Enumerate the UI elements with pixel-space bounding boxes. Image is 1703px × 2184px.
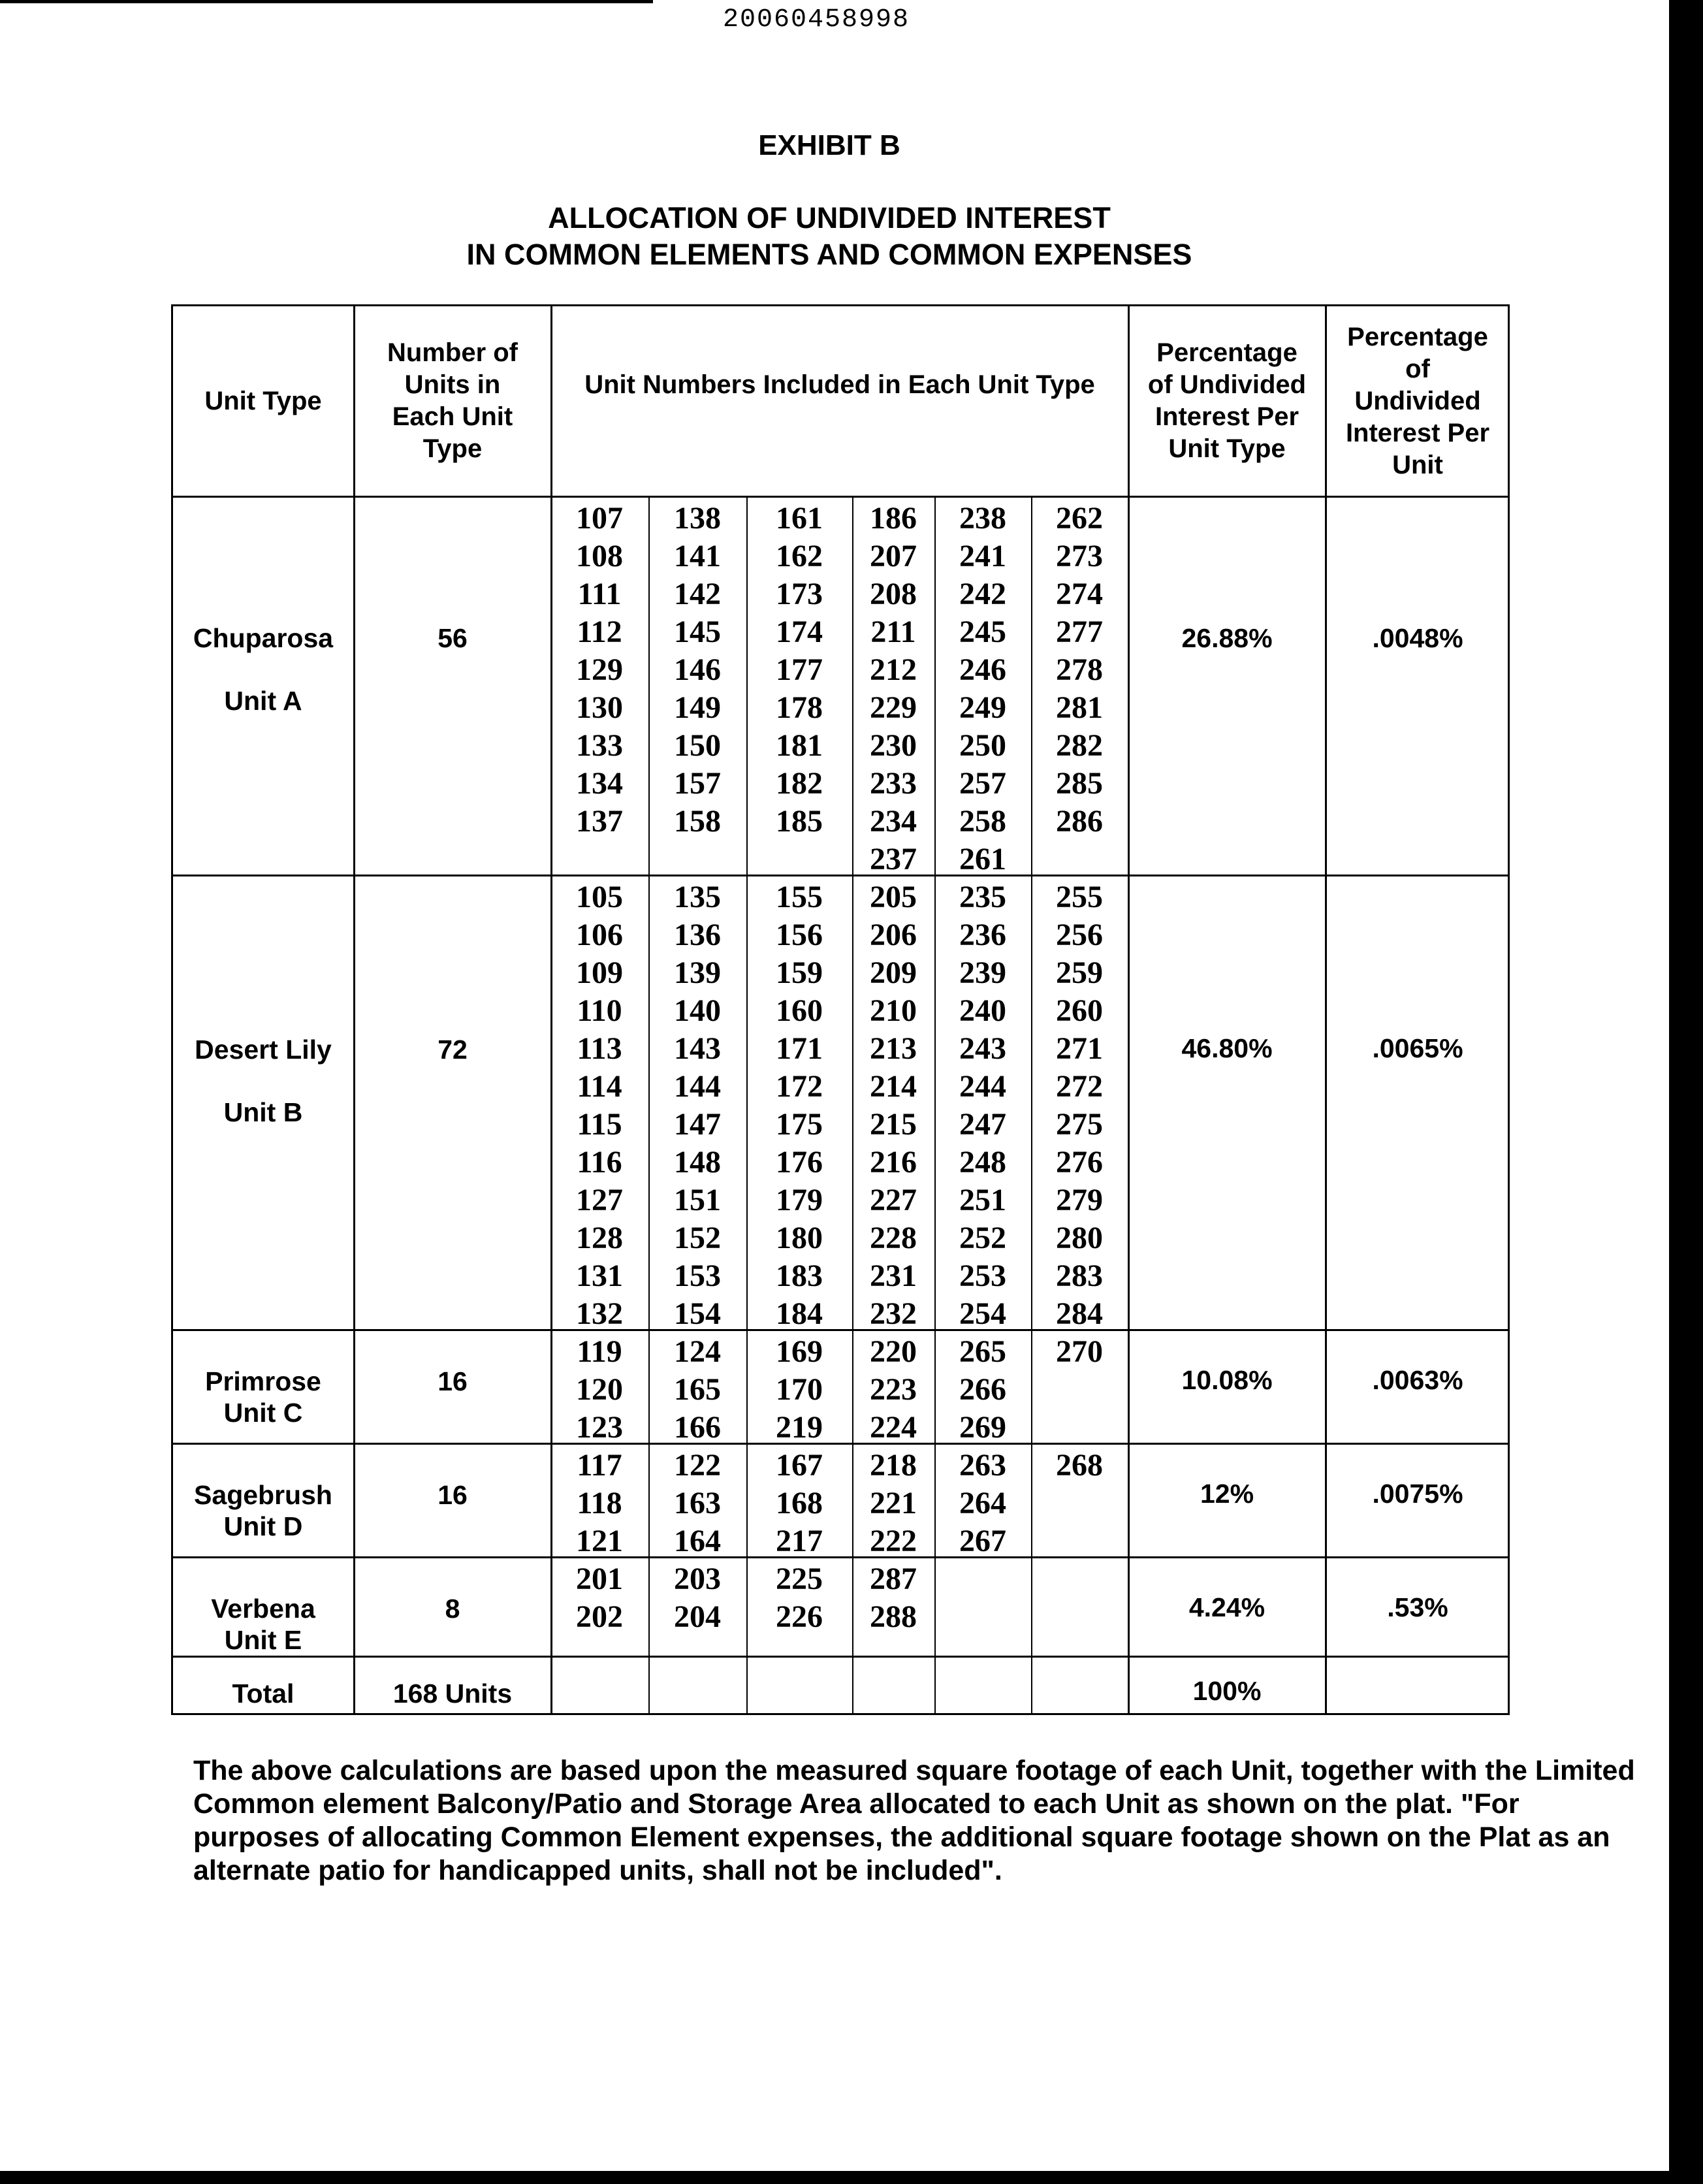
unit-number-cell: 261	[959, 842, 1006, 876]
unit-number-cell: 233	[870, 766, 917, 801]
unit-number-cell: 140	[674, 993, 721, 1028]
unit-number-cell: 258	[959, 804, 1006, 839]
unit-number-cell: 120	[576, 1372, 623, 1407]
unit-number-cell: 228	[870, 1221, 917, 1255]
unit-number-cell: 127	[576, 1183, 623, 1217]
unit-number-cell: 267	[959, 1524, 1006, 1558]
unit-number-cell: 178	[776, 690, 823, 725]
unit-number-cell: 141	[674, 539, 721, 573]
subcol-divider	[746, 496, 748, 1713]
unit-number-cell: 170	[776, 1372, 823, 1407]
unit-number-cell: 142	[674, 577, 721, 611]
unit-number-cell: 148	[674, 1145, 721, 1180]
unit-number-cell: 143	[674, 1031, 721, 1066]
unit-number-cell: 112	[577, 615, 622, 649]
unit-number-cell: 246	[959, 652, 1006, 687]
unit-count: 56	[438, 623, 468, 653]
unit-number-cell: 146	[674, 652, 721, 687]
unit-number-cell: 110	[577, 993, 622, 1028]
unit-number-cell: 217	[776, 1524, 823, 1558]
subcol-divider	[648, 496, 650, 1713]
unit-number-cell: 152	[674, 1221, 721, 1255]
unit-number-cell: 223	[870, 1372, 917, 1407]
unit-type-code: Unit C	[223, 1398, 303, 1428]
pct-unit-type: 4.24%	[1188, 1592, 1265, 1622]
header-unit-type-text: Unit Type	[204, 386, 322, 415]
header-line: Percentage	[1156, 338, 1297, 367]
unit-number-cell: 213	[870, 1031, 917, 1066]
unit-number-cell: 134	[576, 766, 623, 801]
unit-number-cell: 147	[674, 1107, 721, 1142]
bottom-edge-bar	[0, 2171, 1703, 2184]
top-rule	[0, 0, 653, 3]
unit-number-cell: 262	[1056, 501, 1103, 536]
unit-number-cell: 174	[776, 615, 823, 649]
unit-number-cell: 266	[959, 1372, 1006, 1407]
header-line: of	[1405, 354, 1430, 383]
header-line: Unit Type	[1168, 434, 1286, 463]
unit-number-cell: 248	[959, 1145, 1006, 1180]
header-line: Units in	[404, 370, 501, 399]
unit-number-cell: 128	[576, 1221, 623, 1255]
unit-number-cell: 176	[776, 1145, 823, 1180]
unit-number-cell: 129	[576, 652, 623, 687]
pct-per-unit: .53%	[1387, 1592, 1448, 1622]
unit-number-cell: 275	[1056, 1107, 1103, 1142]
unit-number-cell: 269	[959, 1410, 1006, 1445]
unit-number-cell: 108	[576, 539, 623, 573]
unit-number-cell: 270	[1056, 1334, 1103, 1369]
header-line: Number of	[387, 338, 518, 367]
unit-number-cell: 252	[959, 1221, 1006, 1255]
unit-number-cell: 250	[959, 728, 1006, 763]
unit-number-cell: 224	[870, 1410, 917, 1445]
unit-number-cell: 159	[776, 956, 823, 990]
unit-number-cell: 280	[1056, 1221, 1103, 1255]
unit-number-cell: 105	[576, 880, 623, 914]
unit-number-cell: 265	[959, 1334, 1006, 1369]
unit-number-cell: 138	[674, 501, 721, 536]
unit-type-name: Verbena	[211, 1594, 315, 1624]
unit-number-cell: 234	[870, 804, 917, 839]
unit-number-cell: 229	[870, 690, 917, 725]
unit-number-cell: 160	[776, 993, 823, 1028]
unit-number-cell: 164	[674, 1524, 721, 1558]
unit-number-cell: 244	[959, 1069, 1006, 1104]
header-unit-numbers	[552, 306, 1128, 463]
unit-number-cell: 201	[576, 1562, 623, 1596]
document-number: 20060458998	[722, 5, 910, 35]
unit-type-name: Chuparosa	[193, 623, 334, 653]
unit-number-cell: 177	[776, 652, 823, 687]
unit-number-cell: 287	[870, 1562, 917, 1596]
unit-number-cell: 144	[674, 1069, 721, 1104]
unit-number-cell: 135	[674, 880, 721, 914]
pct-per-unit: .0048%	[1372, 623, 1463, 653]
unit-number-cell: 220	[870, 1334, 917, 1369]
unit-number-cell: 288	[870, 1599, 917, 1634]
unit-number-cell: 173	[776, 577, 823, 611]
header-line: of Undivided	[1147, 370, 1307, 399]
unit-number-cell: 150	[674, 728, 721, 763]
unit-number-cell: 235	[959, 880, 1006, 914]
unit-number-cell: 122	[674, 1448, 721, 1483]
unit-number-cell: 221	[870, 1486, 917, 1520]
unit-number-cell: 210	[870, 993, 917, 1028]
unit-number-cell: 232	[870, 1296, 917, 1331]
unit-number-cell: 207	[870, 539, 917, 573]
unit-number-cell: 161	[776, 501, 823, 536]
unit-number-cell: 256	[1056, 918, 1103, 952]
unit-number-cell: 274	[1056, 577, 1103, 611]
pct-unit-type: 12%	[1200, 1479, 1254, 1509]
unit-number-cell: 139	[674, 956, 721, 990]
document-title	[0, 200, 1659, 273]
unit-number-cell: 271	[1056, 1031, 1103, 1066]
unit-number-cell: 151	[674, 1183, 721, 1217]
unit-number-cell: 183	[776, 1259, 823, 1293]
unit-number-cell: 203	[674, 1562, 721, 1596]
unit-number-cell: 219	[776, 1410, 823, 1445]
unit-number-cell: 260	[1056, 993, 1103, 1028]
unit-number-cell: 114	[577, 1069, 622, 1104]
header-unit-numbers-text: Unit Numbers Included in Each Unit Type	[584, 370, 1095, 399]
unit-type-code: Unit E	[224, 1625, 302, 1655]
unit-number-cell: 186	[870, 501, 917, 536]
unit-number-cell: 226	[776, 1599, 823, 1634]
right-edge-bar	[1669, 0, 1703, 2184]
exhibit-heading: EXHIBIT B	[758, 129, 900, 161]
unit-number-cell: 281	[1056, 690, 1103, 725]
unit-number-cell: 240	[959, 993, 1006, 1028]
col-divider	[550, 306, 552, 1713]
unit-type-name: Primrose	[205, 1366, 321, 1396]
header-line: Type	[422, 434, 483, 463]
unit-number-cell: 264	[959, 1486, 1006, 1520]
unit-number-cell: 109	[576, 956, 623, 990]
unit-number-cell: 156	[776, 918, 823, 952]
unit-number-cell: 214	[870, 1069, 917, 1104]
unit-number-cell: 165	[674, 1372, 721, 1407]
unit-number-cell: 185	[776, 804, 823, 839]
row-divider	[173, 1656, 1508, 1658]
unit-number-cell: 157	[674, 766, 721, 801]
unit-count: 8	[445, 1594, 460, 1624]
unit-number-cell: 249	[959, 690, 1006, 725]
allocation-table	[171, 304, 1510, 1715]
unit-number-cell: 282	[1056, 728, 1103, 763]
unit-count: 16	[438, 1480, 468, 1510]
header-line: Undivided	[1354, 386, 1481, 415]
unit-number-cell: 253	[959, 1259, 1006, 1293]
header-line: Percentage	[1347, 322, 1488, 351]
unit-number-cell: 279	[1056, 1183, 1103, 1217]
unit-count: 16	[438, 1366, 468, 1396]
pct-unit-type: 46.80%	[1181, 1033, 1273, 1063]
row-divider	[173, 875, 1508, 876]
unit-number-cell: 132	[576, 1296, 623, 1331]
unit-number-cell: 204	[674, 1599, 721, 1634]
title-line-2: IN COMMON ELEMENTS AND COMMON EXPENSES	[466, 238, 1192, 271]
unit-number-cell: 277	[1056, 615, 1103, 649]
pct-per-unit: .0065%	[1372, 1033, 1463, 1063]
pct-per-unit: .0075%	[1372, 1479, 1463, 1509]
unit-number-cell: 236	[959, 918, 1006, 952]
unit-number-cell: 117	[577, 1448, 622, 1483]
unit-number-cell: 118	[577, 1486, 622, 1520]
unit-number-cell: 268	[1056, 1448, 1103, 1483]
unit-number-cell: 179	[776, 1183, 823, 1217]
unit-number-cell: 257	[959, 766, 1006, 801]
pct-unit-type: 10.08%	[1181, 1365, 1273, 1395]
unit-number-cell: 263	[959, 1448, 1006, 1483]
header-pct-unit-type	[1129, 306, 1325, 496]
total-percentage: 100%	[1192, 1676, 1262, 1706]
unit-number-cell: 145	[674, 615, 721, 649]
unit-number-cell: 238	[959, 501, 1006, 536]
unit-number-cell: 163	[674, 1486, 721, 1520]
unit-number-cell: 216	[870, 1145, 917, 1180]
unit-number-cell: 225	[776, 1562, 823, 1596]
row-divider	[173, 496, 1508, 498]
unit-number-cell: 218	[870, 1448, 917, 1483]
unit-number-cell: 251	[959, 1183, 1006, 1217]
unit-number-cell: 259	[1056, 956, 1103, 990]
unit-type-name: Desert Lily	[195, 1035, 332, 1065]
unit-number-cell: 184	[776, 1296, 823, 1331]
unit-number-cell: 237	[870, 842, 917, 876]
unit-number-cell: 272	[1056, 1069, 1103, 1104]
unit-number-cell: 158	[674, 804, 721, 839]
unit-number-cell: 283	[1056, 1259, 1103, 1293]
unit-number-cell: 202	[576, 1599, 623, 1634]
unit-number-cell: 123	[576, 1410, 623, 1445]
unit-number-cell: 276	[1056, 1145, 1103, 1180]
unit-number-cell: 121	[576, 1524, 623, 1558]
header-number-of-units	[355, 306, 550, 496]
unit-number-cell: 209	[870, 956, 917, 990]
header-line: Unit	[1392, 450, 1443, 479]
unit-number-cell: 111	[577, 577, 622, 611]
unit-number-cell: 231	[870, 1259, 917, 1293]
unit-number-cell: 124	[674, 1334, 721, 1369]
pct-per-unit: .0063%	[1372, 1365, 1463, 1395]
unit-number-cell: 206	[870, 918, 917, 952]
unit-number-cell: 149	[674, 690, 721, 725]
unit-type-code: Unit D	[223, 1511, 303, 1541]
unit-number-cell: 211	[870, 615, 916, 649]
unit-number-cell: 278	[1056, 652, 1103, 687]
unit-number-cell: 106	[576, 918, 623, 952]
unit-number-cell: 136	[674, 918, 721, 952]
unit-number-cell: 155	[776, 880, 823, 914]
unit-number-cell: 137	[576, 804, 623, 839]
unit-number-cell: 205	[870, 880, 917, 914]
unit-number-cell: 208	[870, 577, 917, 611]
title-line-1: ALLOCATION OF UNDIVIDED INTEREST	[548, 201, 1111, 234]
unit-type-name: Sagebrush	[194, 1480, 332, 1510]
unit-number-cell: 212	[870, 652, 917, 687]
unit-number-cell: 115	[577, 1107, 622, 1142]
header-pct-per-unit	[1326, 306, 1509, 496]
unit-number-cell: 254	[959, 1296, 1006, 1331]
unit-number-cell: 245	[959, 615, 1006, 649]
unit-number-cell: 241	[959, 539, 1006, 573]
unit-number-cell: 227	[870, 1183, 917, 1217]
unit-number-cell: 131	[576, 1259, 623, 1293]
unit-number-cell: 113	[577, 1031, 622, 1066]
total-count: 168 Units	[392, 1678, 513, 1709]
subcol-divider	[1031, 496, 1032, 1713]
unit-number-cell: 284	[1056, 1296, 1103, 1331]
unit-number-cell: 285	[1056, 766, 1103, 801]
unit-count: 72	[438, 1035, 468, 1065]
unit-type-code: Unit B	[223, 1097, 303, 1127]
unit-number-cell: 247	[959, 1107, 1006, 1142]
unit-number-cell: 169	[776, 1334, 823, 1369]
unit-number-cell: 153	[674, 1259, 721, 1293]
unit-number-cell: 215	[870, 1107, 917, 1142]
unit-number-cell: 243	[959, 1031, 1006, 1066]
unit-number-cell: 171	[776, 1031, 823, 1066]
unit-type-code: Unit A	[224, 686, 302, 716]
pct-unit-type: 26.88%	[1181, 623, 1273, 653]
total-label: Total	[232, 1678, 294, 1709]
unit-number-cell: 255	[1056, 880, 1103, 914]
unit-number-cell: 286	[1056, 804, 1103, 839]
unit-number-cell: 168	[776, 1486, 823, 1520]
unit-number-cell: 230	[870, 728, 917, 763]
footnote: The above calculations are based upon the measured square footage of each Unit, together with the Limited Common element Balcony/Patio and Storage Area allocated to each Unit as shown on the plat. "For purposes of allocating Common Element expenses, the additional square footage shown on the Plat as an alternate patio for handicapped units, shall not be included".	[193, 1755, 1635, 1886]
unit-number-cell: 222	[870, 1524, 917, 1558]
unit-number-cell: 172	[776, 1069, 823, 1104]
header-unit-type	[173, 306, 353, 496]
unit-number-cell: 167	[776, 1448, 823, 1483]
unit-number-cell: 175	[776, 1107, 823, 1142]
unit-number-cell: 239	[959, 956, 1006, 990]
unit-number-cell: 166	[674, 1410, 721, 1445]
unit-number-cell: 162	[776, 539, 823, 573]
unit-number-cell: 273	[1056, 539, 1103, 573]
unit-number-cell: 130	[576, 690, 623, 725]
header-line: Interest Per	[1154, 402, 1299, 431]
header-line: Interest Per	[1345, 418, 1490, 447]
unit-number-cell: 154	[674, 1296, 721, 1331]
unit-number-cell: 116	[577, 1145, 622, 1180]
unit-number-cell: 180	[776, 1221, 823, 1255]
unit-number-cell: 133	[576, 728, 623, 763]
unit-number-cell: 107	[576, 501, 623, 536]
header-line: Each Unit	[392, 402, 513, 431]
unit-number-cell: 182	[776, 766, 823, 801]
unit-number-cell: 181	[776, 728, 823, 763]
unit-number-cell: 119	[577, 1334, 622, 1369]
unit-number-cell: 242	[959, 577, 1006, 611]
